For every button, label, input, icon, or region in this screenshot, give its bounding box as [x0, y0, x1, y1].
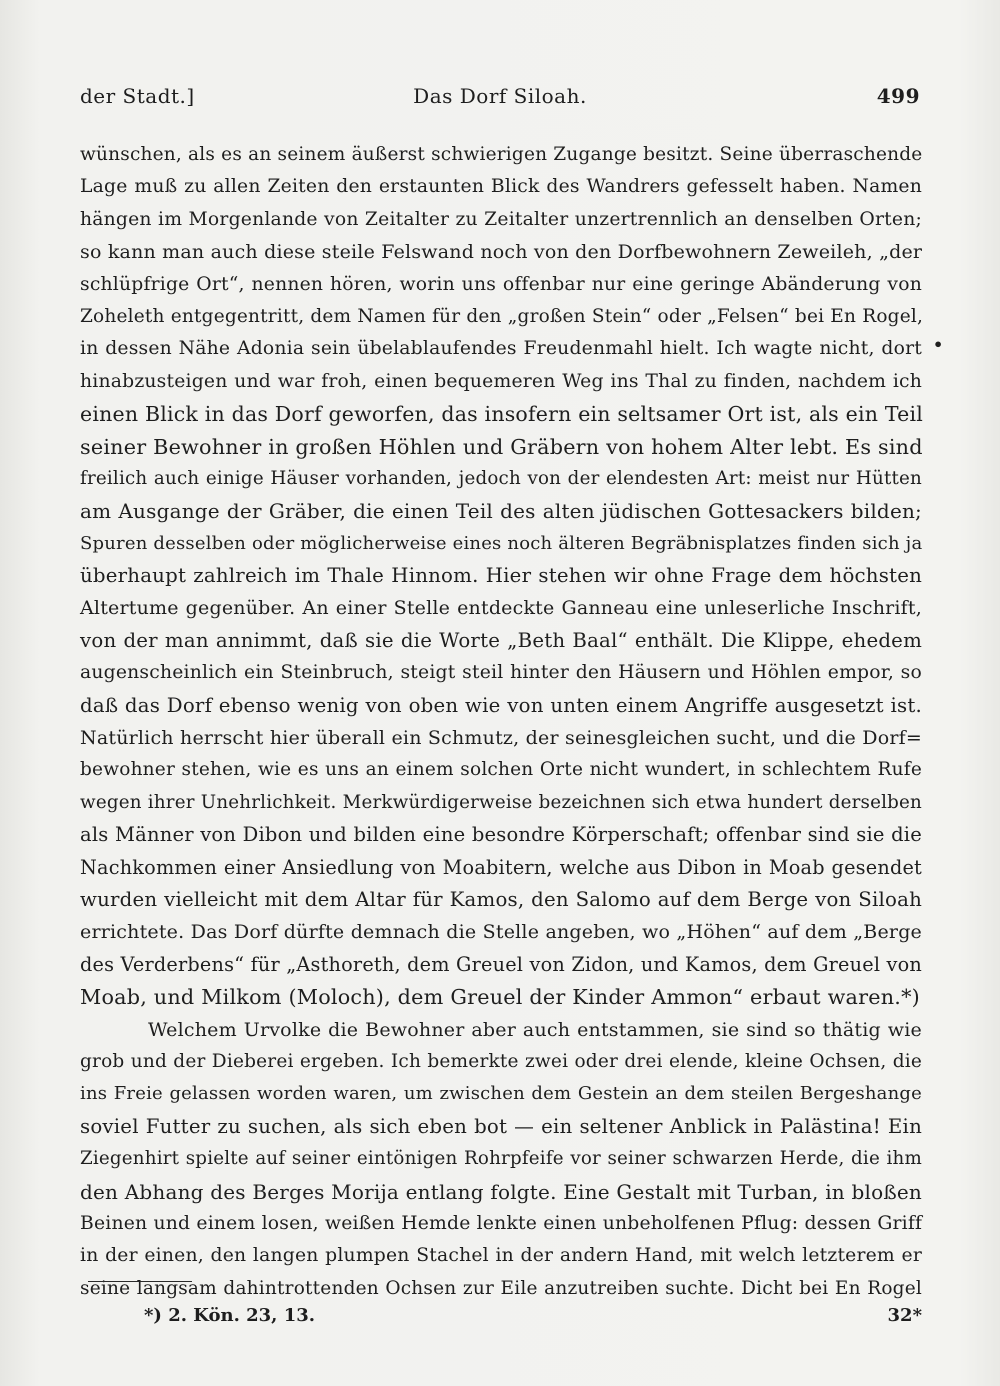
text-line: freilich auch einige Häuser vorhanden, jedoch von der elendesten Art: meist nur Hütten [80, 467, 922, 489]
text-line: in dessen Nähe Adonia sein übelablaufendes Freudenmahl hielt. Ich wagte nicht, dort [80, 338, 922, 360]
text-line: des Verderbens“ für „Asthoreth, dem Greuel von Zidon, und Kamos, dem Greuel von [80, 952, 922, 976]
text-line: daß das Dorf ebenso wenig von oben wie von unten einem Angriffe ausgesetzt ist. [80, 693, 922, 717]
text-line: Natürlich herrscht hier überall ein Schmutz, der seinesgleichen sucht, und die Dorf= [80, 727, 922, 750]
text-line: überhaupt zahlreich im Thale Hinnom. Hier stehen wir ohne Frage dem höchsten [80, 564, 922, 588]
text-line: wurden vielleicht mit dem Altar für Kamos, den Salomo auf dem Berge von Siloah [80, 887, 922, 911]
text-line: soviel Futter zu suchen, als sich eben bot — ein seltener Anblick in Palästina! Ein [80, 1114, 922, 1138]
paragraph-end-line: Moab, und Milkom (Moloch), dem Greuel der Kinder Ammon“ erbaut waren.*) [80, 985, 920, 1010]
text-line: in der einen, den langen plumpen Stachel in der andern Hand, mit welch letzterem er [80, 1245, 922, 1267]
text-line: wünschen, als es an seinem äußerst schwierigen Zugange besitzt. Seine überraschende [80, 144, 923, 165]
text-line: Beinen und einem losen, weißen Hemde lenkte einen unbeholfenen Pflug: dessen Griff [80, 1212, 923, 1234]
text-line: augenscheinlich ein Steinbruch, steigt steil hinter den Häusern und Höhlen empor, so [80, 662, 922, 684]
text-line: am Ausgange der Gräber, die einen Teil des alten jüdischen Gottesackers bilden; [80, 499, 922, 524]
running-header [80, 84, 920, 114]
text-line: so kann man auch diese steile Felswand noch von den Dorfbewohnern Zeweileh, „der [80, 241, 923, 264]
footnote-divider [88, 1281, 192, 1282]
text-line: wegen ihrer Unehrlichkeit. Merkwürdigerweise bezeichnen sich etwa hundert derselben [80, 791, 922, 813]
text-line: seine langsam dahintrottenden Ochsen zur Eile anzutreiben suchte. Dicht bei En Rogel [80, 1277, 922, 1299]
paragraph-start-line: Welchem Urvolke die Bewohner aber auch entstammen, sie sind so thätig wie [148, 1018, 922, 1041]
text-line: hängen im Morgenlande von Zeitalter zu Zeitalter unzertrennlich an denselben Orten; [80, 208, 922, 230]
margin-mark: • [933, 335, 944, 354]
body-text [80, 139, 922, 1305]
text-line: den Abhang des Berges Morija entlang folgte. Eine Gestalt mit Turban, in bloßen [80, 1179, 922, 1204]
header-title: Das Dorf Siloah. [413, 84, 587, 108]
text-line: hinabzusteigen und war froh, einen bequemeren Weg ins Thal zu finden, nachdem ich [80, 370, 922, 392]
text-line: einen Blick in das Dorf geworfen, das insofern ein seltsamer Ort ist, als ein Teil [80, 402, 923, 427]
footnote: *) 2. Kön. 23, 13. [144, 1305, 316, 1326]
text-line: Zoheleth entgegentritt, dem Namen für den „großen Stein“ oder „Felsen“ bei En Rogel, [80, 305, 924, 327]
printer-signature-mark: 32* [887, 1305, 922, 1326]
text-line: schlüpfrige Ort“, nennen hören, worin uns offenbar nur eine geringe Abänderung von [80, 273, 922, 295]
header-section-label: der Stadt.] [80, 84, 195, 108]
text-line: Spuren desselben oder möglicherweise eines noch älteren Begräbnisplatzes finden sich ja [80, 532, 923, 554]
text-line: Altertume gegenüber. An einer Stelle entdeckte Ganneau eine unleserliche Inschrift, [80, 597, 922, 620]
text-line: ins Freie gelassen worden waren, um zwischen dem Gestein an dem steilen Bergeshange [80, 1083, 922, 1105]
text-line: errichtete. Das Dorf dürfte demnach die Stelle angeben, wo „Höhen“ auf dem „Berge [80, 921, 922, 944]
text-line: grob und der Dieberei ergeben. Ich bemerkte zwei oder drei elende, kleine Ochsen, die [80, 1050, 922, 1072]
text-line: Lage muß zu allen Zeiten den erstaunten Blick des Wandrers gefesselt haben. Namen [80, 176, 922, 198]
text-line: bewohner stehen, wie es uns an einem solchen Orte nicht wundert, in schlechtem Rufe [80, 759, 922, 781]
text-line: von der man annimmt, daß sie die Worte „Beth Baal“ enthält. Die Klippe, ehedem [80, 628, 922, 652]
text-line: seiner Bewohner in großen Höhlen und Gräbern von hohem Alter lebt. Es sind [80, 434, 923, 459]
text-line: Ziegenhirt spielte auf seiner eintönigen Rohrpfeife vor seiner schwarzen Herde, die ihm [80, 1148, 922, 1170]
text-line: Nachkommen einer Ansiedlung von Moabitern, welche aus Dibon in Moab gesendet [80, 855, 922, 879]
text-line: als Männer von Dibon und bilden eine besondre Körperschaft; offenbar sind sie die [80, 823, 922, 847]
page-number: 499 [876, 84, 920, 108]
